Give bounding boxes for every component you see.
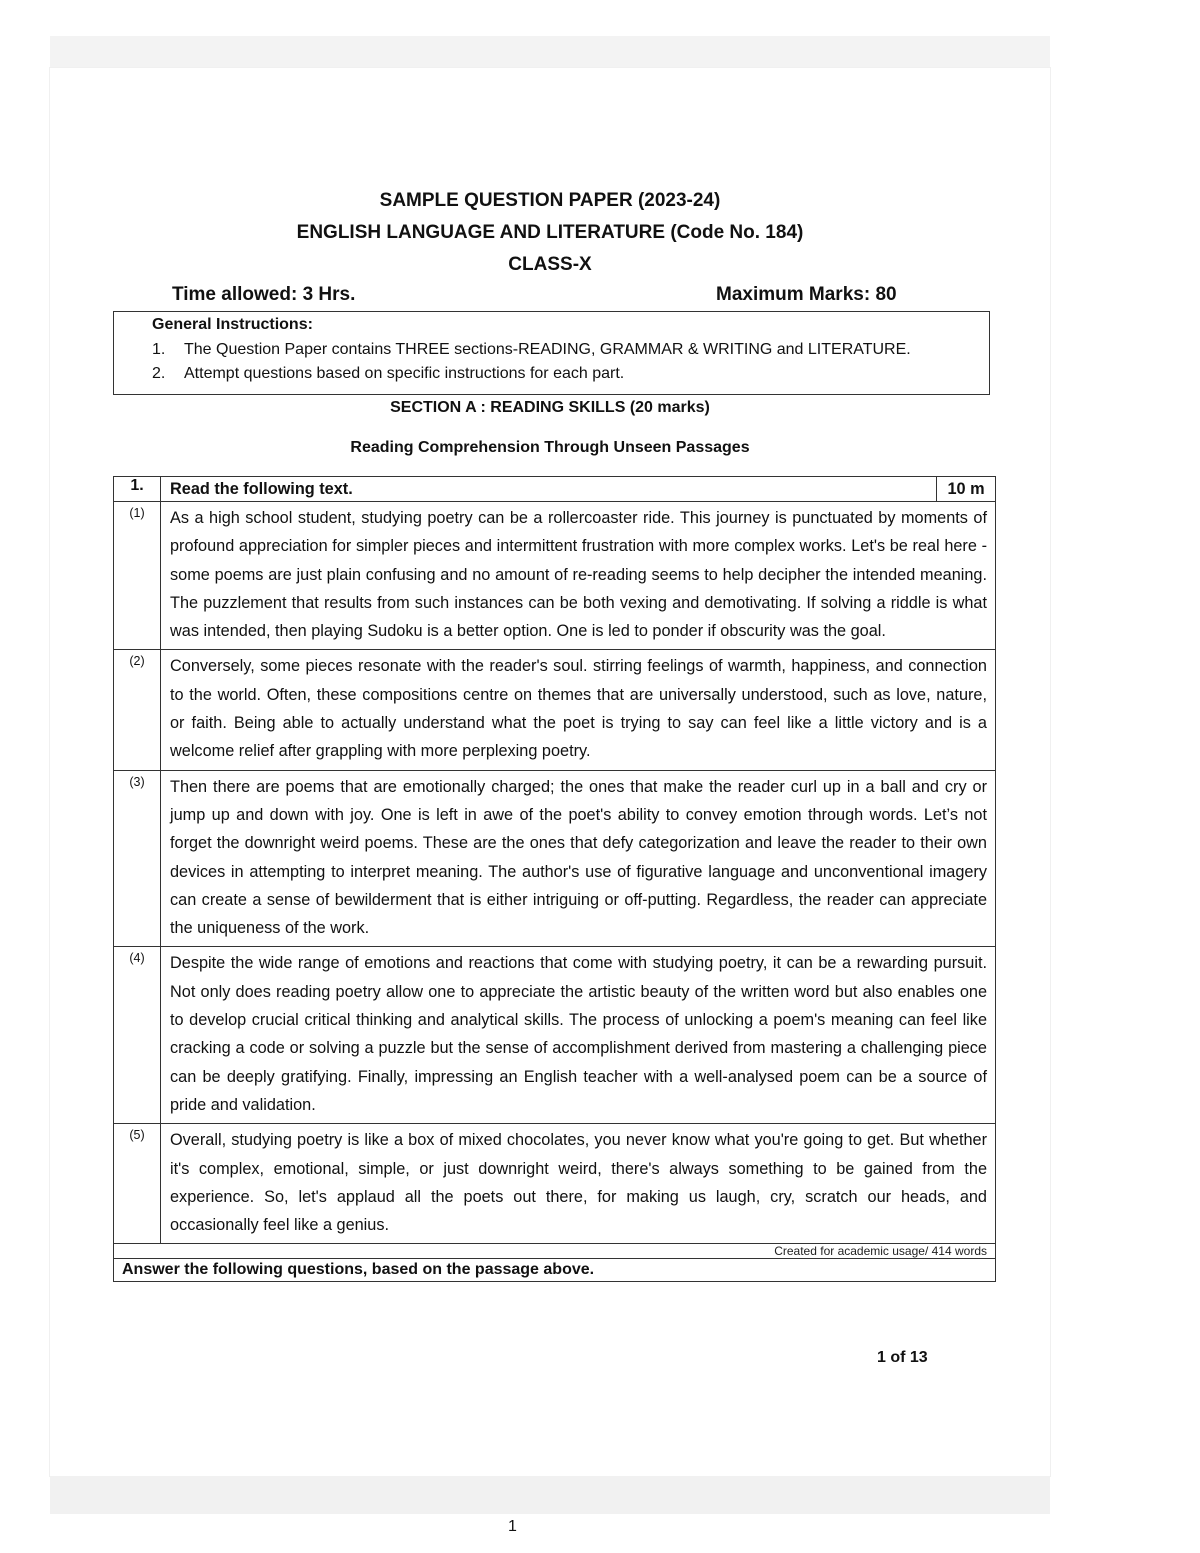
passage-table xyxy=(113,476,996,1282)
instructions-title: General Instructions: xyxy=(152,316,313,333)
answer-instruction-row xyxy=(114,1259,996,1282)
answer-instruction: Answer the following questions, based on the passage above. xyxy=(114,1259,996,1282)
section-title: SECTION A : READING SKILLS (20 marks) xyxy=(390,399,710,416)
instruction-text: Attempt questions based on specific instructions for each part. xyxy=(184,365,625,382)
question-number: 1. xyxy=(114,477,161,502)
paragraph-text: Overall, studying poetry is like a box of mixed chocolates, you never know what you're going to get. But whether it's complex, emotional, simple, or just downright weird, there's always something to be gained from the experience. So, let's applaud all the poets out there, for making us laugh, cry, scratch our heads, and occasionally feel like a genius. xyxy=(161,1124,996,1244)
passage-paragraph-row xyxy=(114,770,996,947)
paragraph-text: As a high school student, studying poetry can be a rollercoaster ride. This journey is punctuated by moments of profound appreciation for simpler pieces and intermittent frustration with more complex works. Let's be real here - some poems are just plain confusing and no amount of re-reading seems to help decipher the intended meaning. The puzzlement that results from such instances can be both vexing and demotivating. If solving a riddle is what was intended, then playing Sudoku is a better option. One is led to ponder if obscurity was the goal. xyxy=(161,502,996,650)
paragraph-text: Then there are poems that are emotionally charged; the ones that make the reader curl up in a ball and cry or jump up and down with joy. One is left in awe of the poet's ability to convey emotion through words. Let’s not forget the downright weird poems. These are the ones that defy categorization and leave the reader to their own devices in attempting to interpret meaning. The author's use of figurative language and unconventional imagery can create a sense of bewilderment that is either intriguing or off-putting. Regardless, the reader can appreciate the uniqueness of the work. xyxy=(161,770,996,947)
footer-page-number: 1 xyxy=(508,1518,517,1535)
instruction-item xyxy=(152,341,911,359)
section-subtitle: Reading Comprehension Through Unseen Passages xyxy=(350,439,750,456)
passage-paragraph-row xyxy=(114,502,996,650)
passage-paragraph-row xyxy=(114,1124,996,1244)
page-bottom-band xyxy=(50,1476,1050,1514)
time-allowed: Time allowed: 3 Hrs. xyxy=(172,284,356,305)
page-top-band xyxy=(50,36,1050,68)
paper-subject: ENGLISH LANGUAGE AND LITERATURE (Code No. 184) xyxy=(296,222,804,243)
paper-title: SAMPLE QUESTION PAPER (2023-24) xyxy=(379,190,721,211)
instruction-number: 1. xyxy=(152,341,166,358)
passage-paragraph-row xyxy=(114,650,996,770)
paragraph-text: Despite the wide range of emotions and reactions that come with studying poetry, it can be a rewarding pursuit. Not only does reading poetry allow one to appreciate the artistic beauty of the written word but also enables one to develop crucial critical thinking and analytical skills. The process of unlocking a poem's meaning can feel like cracking a code or solving a puzzle but the sense of accomplishment derived from mastering a challenging piece can be deeply gratifying. Finally, impressing an English teacher with a well-analysed poem can be a source of pride and validation. xyxy=(161,947,996,1124)
paragraph-number: (5) xyxy=(129,1128,145,1143)
paragraph-number: (2) xyxy=(129,654,145,669)
paragraph-number: (3) xyxy=(129,774,145,789)
instruction-text: The Question Paper contains THREE sections-READING, GRAMMAR & WRITING and LITERATURE. xyxy=(184,341,911,358)
question-prompt: Read the following text. xyxy=(161,477,937,502)
passage-credit: Created for academic usage/ 414 words xyxy=(114,1244,996,1259)
page-number: 1 of 13 xyxy=(877,1349,928,1366)
instruction-item xyxy=(152,365,624,383)
instruction-number: 2. xyxy=(152,365,166,382)
question-header-row xyxy=(114,477,996,502)
paragraph-text: Conversely, some pieces resonate with the reader's soul. stirring feelings of warmth, happiness, and connection to the world. Often, these compositions centre on themes that are universally understood, such as love, nature, or faith. Being able to actually understand what the poet is trying to say can feel like a little victory and is a welcome relief after grappling with more perplexing poetry. xyxy=(161,650,996,770)
paper-class: CLASS-X xyxy=(508,254,592,275)
general-instructions-box xyxy=(113,311,990,395)
question-marks: 10 m xyxy=(937,477,996,502)
maximum-marks: Maximum Marks: 80 xyxy=(716,284,897,305)
credit-row xyxy=(114,1244,996,1259)
paragraph-number: (1) xyxy=(129,506,145,520)
passage-paragraph-row xyxy=(114,947,996,1124)
paragraph-number: (4) xyxy=(129,951,145,966)
